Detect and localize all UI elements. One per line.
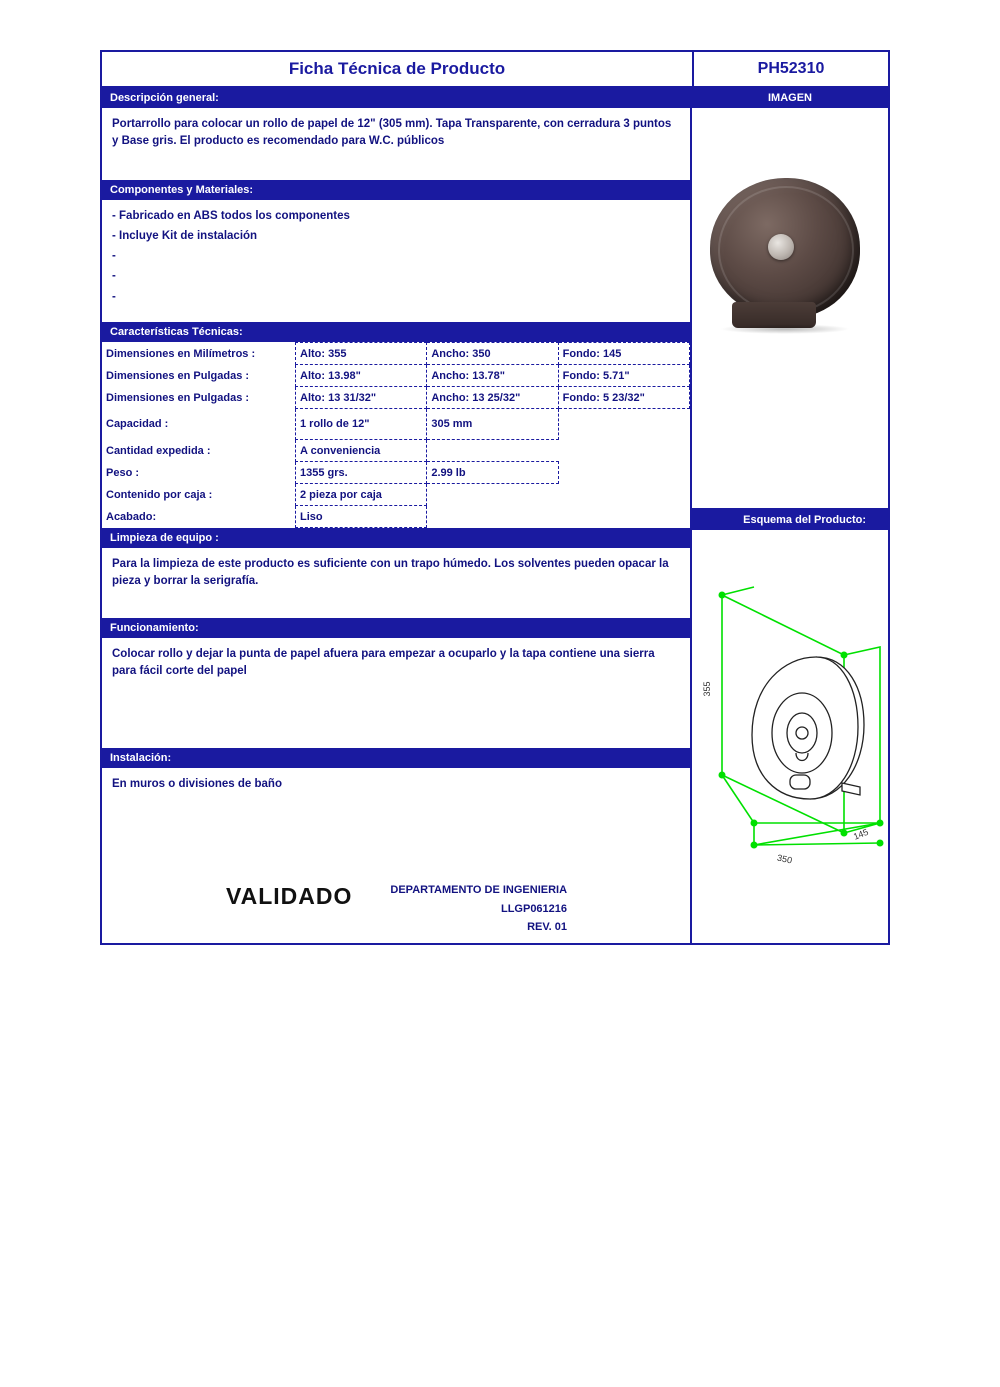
row-value-1: 1355 grs. [296, 462, 427, 484]
table-row [102, 440, 690, 462]
funcionamiento-block [102, 638, 690, 748]
row-label: Capacidad : [106, 418, 169, 430]
row-value-3: Fondo: 5 23/32" [558, 387, 689, 409]
dimension-depth-label: 145 [852, 826, 870, 842]
product-code: PH52310 [757, 60, 825, 77]
dimension-height-label: 355 [702, 681, 712, 697]
table-row [102, 506, 690, 528]
row-value-1: A conveniencia [296, 440, 427, 462]
product-outline [752, 657, 864, 799]
row-value-3 [558, 484, 689, 506]
instalacion-block [102, 768, 690, 828]
instalacion-text: En muros o divisiones de baño [112, 778, 282, 790]
page-title: Ficha Técnica de Producto [102, 52, 694, 86]
row-value-3: Fondo: 5.71" [558, 365, 689, 387]
table-row [102, 462, 690, 484]
row-value-2 [427, 484, 558, 506]
row-label: Acabado: [106, 510, 157, 523]
departamento-text: DEPARTAMENTO DE INGENIERIA [390, 883, 568, 896]
limpieza-block [102, 548, 690, 618]
schematic-area [692, 530, 888, 1387]
row-value-2 [427, 440, 558, 462]
row-value-1: Alto: 355 [296, 343, 427, 365]
row-label: Peso : [106, 466, 140, 479]
schematic-drawing [692, 585, 888, 945]
row-value-1: Alto: 13 31/32" [296, 387, 427, 409]
row-value-1: 2 pieza por caja [296, 484, 427, 506]
page-body [102, 88, 888, 945]
dispenser-shadow [720, 324, 850, 334]
section-header-componentes: Componentes y Materiales: [102, 180, 690, 200]
row-value-3 [558, 462, 689, 484]
footer-meta [390, 881, 567, 937]
technical-table [102, 342, 690, 528]
componentes-block [102, 200, 690, 322]
row-value-1: Alto: 13.98" [296, 365, 427, 387]
left-column [102, 88, 692, 945]
row-value-2: 305 mm [427, 409, 558, 440]
product-photo [692, 108, 888, 510]
table-row [102, 387, 690, 409]
list-item: - Incluye Kit de instalación [112, 230, 258, 243]
row-label: Dimensiones en Milímetros : [106, 347, 256, 360]
row-label: Dimensiones en Pulgadas : [106, 369, 250, 382]
table-row [102, 409, 690, 440]
right-column [692, 88, 888, 945]
page-header [102, 52, 888, 88]
row-value-2: Ancho: 13 25/32" [427, 387, 558, 409]
row-value-3 [558, 409, 689, 440]
limpieza-text: Para la limpieza de este producto es suficiente con un trapo húmedo. Los solventes pueden opacar la pieza y borrar la serigrafía. [112, 558, 669, 588]
descripcion-text: Portarrollo para colocar un rollo de papel de 12" (305 mm). Tapa Transparente, con cerradura 3 puntos y Base gris. El producto es recomendado para W.C. públicos [112, 118, 672, 148]
funcionamiento-text: Colocar rollo y dejar la punta de papel afuera para empezar a ocuparlo y la tapa contiene una sierra para fácil corte del papel [112, 648, 655, 678]
validado-stamp: VALIDADO [226, 882, 353, 909]
row-value-2: Ancho: 350 [427, 343, 558, 365]
documento-code: LLGP061216 [500, 902, 568, 915]
page-footer [102, 881, 690, 937]
row-value-3 [558, 440, 689, 462]
dispenser-hub [768, 234, 794, 260]
list-item: - Fabricado en ABS todos los componentes [112, 210, 350, 222]
list-item: - [112, 250, 116, 263]
table-row [102, 484, 690, 506]
row-value-2: 2.99 lb [427, 462, 558, 484]
table-row [102, 365, 690, 387]
row-value-2: Ancho: 13.78" [427, 365, 558, 387]
row-label: Contenido por caja : [106, 488, 213, 501]
dimension-width-label: 350 [776, 852, 794, 866]
row-value-1: 1 rollo de 12" [296, 409, 427, 440]
section-header-caracteristicas: Características Técnicas: [102, 322, 690, 342]
row-value-1: Liso [296, 506, 427, 528]
list-item: - [112, 270, 116, 283]
section-header-funcionamiento: Funcionamiento: [102, 618, 690, 638]
row-value-2 [427, 506, 558, 528]
table-row [102, 343, 690, 365]
row-value-3 [558, 506, 689, 528]
row-label: Cantidad expedida : [106, 444, 211, 457]
datasheet-page [100, 50, 890, 945]
section-header-instalacion: Instalación: [102, 748, 690, 768]
section-header-imagen: IMAGEN [692, 88, 888, 108]
row-label: Dimensiones en Pulgadas : [106, 391, 250, 404]
dispenser-illustration [710, 178, 870, 328]
section-header-descripcion: Descripción general: [102, 88, 690, 108]
revision-text: REV. 01 [527, 921, 568, 934]
componentes-list [102, 200, 690, 309]
list-item: - [112, 290, 116, 303]
section-header-limpieza: Limpieza de equipo : [102, 528, 690, 548]
descripcion-block [102, 108, 690, 180]
row-value-3: Fondo: 145 [558, 343, 689, 365]
section-header-esquema: Esquema del Producto: [692, 510, 888, 530]
